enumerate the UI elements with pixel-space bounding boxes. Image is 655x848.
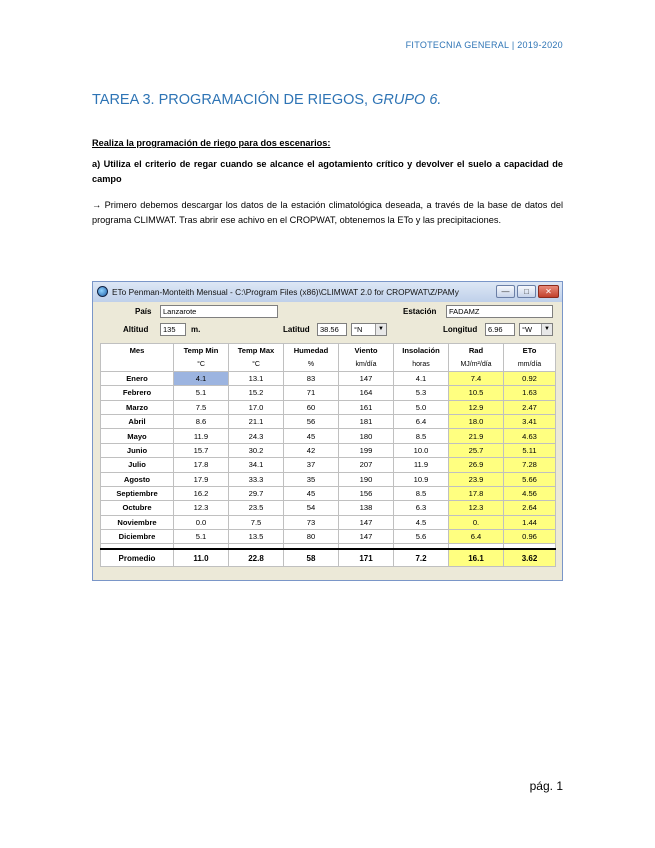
average-row <box>101 549 556 567</box>
data-cell[interactable]: 11.9 <box>394 458 449 472</box>
data-cell[interactable]: 17.0 <box>229 400 284 414</box>
data-cell[interactable]: 10.9 <box>394 472 449 486</box>
data-cell[interactable]: 5.6 <box>394 530 449 544</box>
altitud-field[interactable]: 135 <box>160 323 186 336</box>
data-cell[interactable]: 60 <box>284 400 339 414</box>
data-cell[interactable]: 0.96 <box>504 530 556 544</box>
data-cell[interactable]: 7.5 <box>174 400 229 414</box>
column-unit: °C <box>229 357 284 371</box>
pais-field[interactable]: Lanzarote <box>160 305 278 318</box>
data-cell[interactable]: 147 <box>339 515 394 529</box>
data-cell[interactable]: 54 <box>284 501 339 515</box>
data-cell[interactable]: 11.9 <box>174 429 229 443</box>
average-cell: 58 <box>284 549 339 567</box>
data-cell[interactable]: 0.0 <box>174 515 229 529</box>
page-number: pág. 1 <box>529 779 563 793</box>
data-cell[interactable]: 2.47 <box>504 400 556 414</box>
month-cell: Febrero <box>101 386 174 400</box>
data-cell[interactable]: 17.8 <box>174 458 229 472</box>
data-cell[interactable]: 138 <box>339 501 394 515</box>
data-cell[interactable]: 34.1 <box>229 458 284 472</box>
table-row <box>101 414 556 428</box>
data-cell[interactable]: 71 <box>284 386 339 400</box>
climate-data-grid <box>100 343 556 567</box>
data-cell[interactable]: 25.7 <box>449 443 504 457</box>
data-cell[interactable]: 4.1 <box>394 371 449 385</box>
column-header: Humedad <box>284 344 339 358</box>
month-cell: Marzo <box>101 400 174 414</box>
data-cell[interactable]: 10.0 <box>394 443 449 457</box>
data-cell[interactable]: 17.8 <box>449 486 504 500</box>
data-cell[interactable]: 1.63 <box>504 386 556 400</box>
longitud-direction-select[interactable] <box>519 323 553 336</box>
data-cell[interactable]: 12.9 <box>449 400 504 414</box>
data-cell[interactable]: 30.2 <box>229 443 284 457</box>
data-cell[interactable]: 180 <box>339 429 394 443</box>
cropwat-app-icon <box>97 286 108 297</box>
month-cell: Agosto <box>101 472 174 486</box>
chevron-down-icon: ▼ <box>541 324 552 335</box>
estacion-label: Estación <box>403 307 437 316</box>
month-cell: Enero <box>101 371 174 385</box>
data-cell[interactable]: 12.3 <box>449 501 504 515</box>
column-header: Mes <box>101 344 174 358</box>
month-cell: Diciembre <box>101 530 174 544</box>
column-header: Temp Min <box>174 344 229 358</box>
grid-header-row <box>101 344 556 358</box>
data-cell[interactable]: 5.3 <box>394 386 449 400</box>
average-cell: 11.0 <box>174 549 229 567</box>
title-group: GRUPO 6. <box>372 92 442 108</box>
data-cell[interactable]: 5.1 <box>174 530 229 544</box>
data-cell[interactable]: 16.2 <box>174 486 229 500</box>
month-cell: Junio <box>101 443 174 457</box>
data-cell[interactable]: 56 <box>284 414 339 428</box>
altitud-unit: m. <box>191 325 201 334</box>
data-cell[interactable]: 7.28 <box>504 458 556 472</box>
data-cell[interactable]: 29.7 <box>229 486 284 500</box>
column-header: Temp Max <box>229 344 284 358</box>
data-cell[interactable]: 8.6 <box>174 414 229 428</box>
data-cell[interactable]: 26.9 <box>449 458 504 472</box>
latitud-label: Latitud <box>283 325 310 334</box>
month-cell: Octubre <box>101 501 174 515</box>
data-cell[interactable]: 147 <box>339 371 394 385</box>
data-cell[interactable]: 4.63 <box>504 429 556 443</box>
close-button[interactable]: ✕ <box>538 285 559 298</box>
data-cell[interactable]: 80 <box>284 530 339 544</box>
average-cell: 16.1 <box>449 549 504 567</box>
average-cell: 7.2 <box>394 549 449 567</box>
table-row <box>101 472 556 486</box>
data-cell[interactable]: 23.9 <box>449 472 504 486</box>
column-header: ETo <box>504 344 556 358</box>
maximize-button[interactable]: □ <box>517 285 536 298</box>
table-row <box>101 386 556 400</box>
data-cell[interactable]: 2.64 <box>504 501 556 515</box>
data-cell[interactable]: 147 <box>339 530 394 544</box>
data-cell[interactable]: 15.2 <box>229 386 284 400</box>
data-cell[interactable]: 13.5 <box>229 530 284 544</box>
data-cell[interactable]: 0.92 <box>504 371 556 385</box>
data-cell[interactable]: 5.66 <box>504 472 556 486</box>
table-row <box>101 501 556 515</box>
column-unit: km/día <box>339 357 394 371</box>
cropwat-eto-window <box>92 281 563 581</box>
data-cell[interactable]: 1.44 <box>504 515 556 529</box>
average-cell: 22.8 <box>229 549 284 567</box>
month-cell: Mayo <box>101 429 174 443</box>
month-cell: Abril <box>101 414 174 428</box>
data-cell[interactable]: 23.5 <box>229 501 284 515</box>
data-cell[interactable]: 45 <box>284 429 339 443</box>
data-cell[interactable]: 33.3 <box>229 472 284 486</box>
window-titlebar[interactable] <box>93 282 562 302</box>
column-unit: mm/día <box>504 357 556 371</box>
scenario-a-text: a) Utiliza el criterio de regar cuando se alcance el agotamiento crítico y devolver el suelo a capacidad de campo <box>92 159 563 184</box>
data-cell[interactable]: 15.7 <box>174 443 229 457</box>
month-cell: Julio <box>101 458 174 472</box>
table-row <box>101 458 556 472</box>
data-cell[interactable]: 4.1 <box>174 371 229 385</box>
data-cell[interactable]: 190 <box>339 472 394 486</box>
chevron-down-icon: ▼ <box>375 324 386 335</box>
data-cell[interactable]: 0. <box>449 515 504 529</box>
data-cell[interactable]: 73 <box>284 515 339 529</box>
longitud-label: Longitud <box>443 325 478 334</box>
minimize-button[interactable]: — <box>496 285 515 298</box>
average-label: Promedio <box>101 549 174 567</box>
data-cell[interactable]: 10.5 <box>449 386 504 400</box>
column-unit: horas <box>394 357 449 371</box>
form-row-coordinates <box>93 322 562 338</box>
instruction-heading: Realiza la programación de riego para dos escenarios: <box>92 138 331 148</box>
column-unit: MJ/m²/día <box>449 357 504 371</box>
procedure-text: → Primero debemos descargar los datos de la estación climatológica deseada, a través de la base de datos del programa CLIMWAT. Tras abrir ese achivo en el CROPWAT, obtenemos la ETo y las precipitaciones. <box>92 200 563 225</box>
data-cell[interactable]: 4.56 <box>504 486 556 500</box>
data-cell[interactable]: 156 <box>339 486 394 500</box>
column-unit: % <box>284 357 339 371</box>
data-cell[interactable]: 12.3 <box>174 501 229 515</box>
data-cell[interactable]: 3.41 <box>504 414 556 428</box>
data-cell[interactable]: 35 <box>284 472 339 486</box>
data-cell[interactable]: 7.5 <box>229 515 284 529</box>
data-cell[interactable]: 161 <box>339 400 394 414</box>
longitud-direction-value: °W <box>522 325 533 334</box>
data-cell[interactable]: 8.5 <box>394 486 449 500</box>
data-cell[interactable]: 8.5 <box>394 429 449 443</box>
data-cell[interactable]: 21.1 <box>229 414 284 428</box>
data-cell[interactable]: 6.4 <box>449 530 504 544</box>
column-unit: °C <box>174 357 229 371</box>
latitud-field[interactable]: 38.56 <box>317 323 347 336</box>
data-cell[interactable]: 21.9 <box>449 429 504 443</box>
table-row <box>101 371 556 385</box>
data-cell[interactable]: 5.0 <box>394 400 449 414</box>
longitud-field[interactable]: 6.96 <box>485 323 515 336</box>
table-row <box>101 443 556 457</box>
table-row <box>101 515 556 529</box>
data-cell[interactable]: 42 <box>284 443 339 457</box>
estacion-field[interactable]: FADAMZ <box>446 305 553 318</box>
grid-body <box>101 371 556 544</box>
table-row <box>101 530 556 544</box>
latitud-direction-value: °N <box>354 325 363 334</box>
column-header: Insolación <box>394 344 449 358</box>
data-cell[interactable]: 83 <box>284 371 339 385</box>
month-cell: Septiembre <box>101 486 174 500</box>
data-cell[interactable]: 18.0 <box>449 414 504 428</box>
title-main: TAREA 3. PROGRAMACIÓN DE RIEGOS, <box>92 92 373 108</box>
form-row-location <box>93 304 562 320</box>
average-cell: 3.62 <box>504 549 556 567</box>
data-cell[interactable]: 6.4 <box>394 414 449 428</box>
grid-unit-row <box>101 357 556 371</box>
data-cell[interactable]: 17.9 <box>174 472 229 486</box>
data-cell[interactable]: 6.3 <box>394 501 449 515</box>
course-header: FITOTECNIA GENERAL | 2019-2020 <box>405 40 563 50</box>
data-cell[interactable]: 4.5 <box>394 515 449 529</box>
data-cell[interactable]: 7.4 <box>449 371 504 385</box>
data-cell[interactable]: 13.1 <box>229 371 284 385</box>
data-cell[interactable]: 24.3 <box>229 429 284 443</box>
data-cell[interactable]: 37 <box>284 458 339 472</box>
table-row <box>101 429 556 443</box>
table-row <box>101 400 556 414</box>
altitud-label: Altitud <box>123 325 149 334</box>
data-cell[interactable]: 164 <box>339 386 394 400</box>
table-row <box>101 486 556 500</box>
data-cell[interactable]: 5.11 <box>504 443 556 457</box>
month-cell: Noviembre <box>101 515 174 529</box>
average-cell: 171 <box>339 549 394 567</box>
data-cell[interactable]: 45 <box>284 486 339 500</box>
latitud-direction-select[interactable] <box>351 323 387 336</box>
column-unit <box>101 357 174 371</box>
page-title <box>92 92 441 108</box>
data-cell[interactable]: 199 <box>339 443 394 457</box>
window-title: ETo Penman-Monteith Mensual - C:\Program Files (x86)\CLIMWAT 2.0 for CROPWAT\Z/PAMy <box>112 287 459 297</box>
data-cell[interactable]: 207 <box>339 458 394 472</box>
column-header: Viento <box>339 344 394 358</box>
pais-label: País <box>135 307 152 316</box>
data-cell[interactable]: 5.1 <box>174 386 229 400</box>
column-header: Rad <box>449 344 504 358</box>
data-cell[interactable]: 181 <box>339 414 394 428</box>
